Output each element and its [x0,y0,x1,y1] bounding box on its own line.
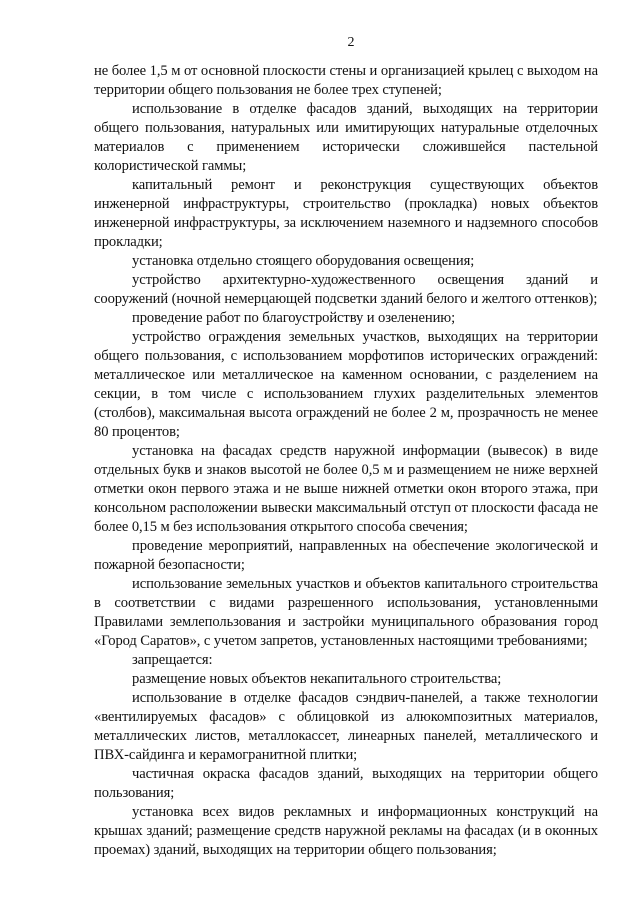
paragraph: использование в отделке фасадов сэндвич-панелей, а также технологии «вентилируемых фасадов» с облицовкой из алюкомпозитных материалов, металлических листов, металлокассет, линеарных панелей, металлического и ПВХ-сайдинга и керамогранитной плитки; [94,690,598,763]
paragraph: установка отдельно стоящего оборудования освещения; [132,253,475,269]
paragraph: установка на фасадах средств наружной информации (вывесок) в виде отдельных букв и знаков высотой не более 0,5 м и размещением не ниже верхней отметки окон первого этажа и не выше нижней отметки окон второго этажа, при консольном расположении вывески максимальный отступ от плоскости фасада не более 0,15 м без использования открытого способа свечения; [94,443,598,535]
paragraph: проведение работ по благоустройству и озеленению; [132,310,456,326]
paragraph-prohibited-heading: запрещается: [132,652,213,668]
paragraph: использование в отделке фасадов зданий, выходящих на территории общего пользования, натуральных или имитирующих натуральные отделочных материалов с применением исторически сложившейся пастельной колористической гаммы; [94,101,598,174]
paragraph: устройство архитектурно-художественного освещения зданий и сооружений (ночной немерцающей подсветки зданий белого и желтого оттенков); [94,272,598,307]
page-number: 2 [347,35,355,50]
paragraph: не более 1,5 м от основной плоскости стены и организацией крылец с выходом на территории общего пользования не более трех ступеней; [94,63,598,98]
paragraph: устройство ограждения земельных участков, выходящих на территории общего пользования, с использованием морфотипов исторических ограждений: металлическое или металлическое на каменном основании, с разделением на секции, в том числе с использованием глухих разделительных элементов (столбов), максимальная высота ограждений не более 2 м, прозрачность не менее 80 процентов; [94,329,598,440]
paragraph: частичная окраска фасадов зданий, выходящих на территории общего пользования; [94,766,598,801]
paragraph: использование земельных участков и объектов капитального строительства в соответствии с видами разрешенного использования, установленными Правилами землепользования и застройки муниципального образования город «Город Саратов», с учетом запретов, установленных настоящими требованиями; [94,576,598,649]
paragraph: капитальный ремонт и реконструкция существующих объектов инженерной инфраструктуры, строительство (прокладка) новых объектов инженерной инфраструктуры, за исключением наземного и надземного способов прокладки; [94,177,598,250]
paragraph: размещение новых объектов некапитального строительства; [132,671,502,687]
document-body [94,62,598,860]
paragraph: проведение мероприятий, направленных на обеспечение экологической и пожарной безопасности; [94,538,598,573]
paragraph: установка всех видов рекламных и информационных конструкций на крышах зданий; размещение средств наружной рекламы на фасадах (и в оконных проемах) зданий, выходящих на территории общего пользования; [94,804,598,858]
